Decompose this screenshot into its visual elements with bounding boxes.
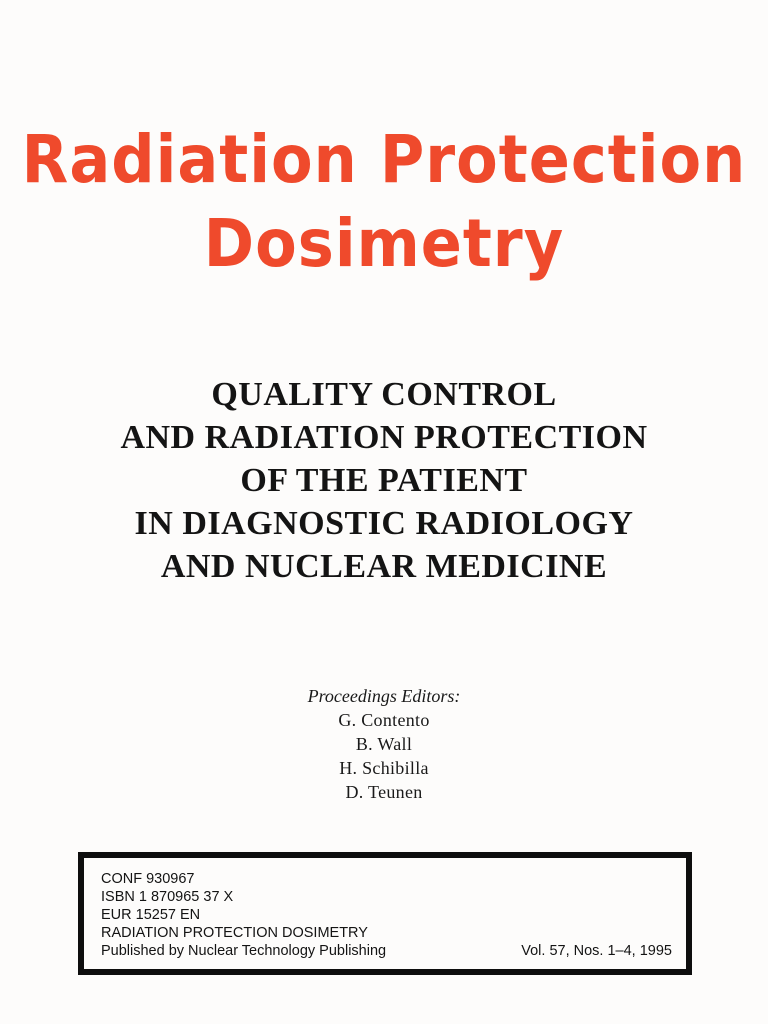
journal-name: RADIATION PROTECTION DOSIMETRY [101, 925, 368, 941]
editor-name: H. Schibilla [339, 758, 429, 778]
publisher: Published by Nuclear Technology Publishing [101, 943, 387, 959]
bibliographic-info-box [78, 852, 692, 975]
conference-title [0, 373, 768, 588]
conference-title-line-5: AND NUCLEAR MEDICINE [160, 548, 608, 585]
conference-title-line-3: OF THE PATIENT [240, 462, 528, 499]
volume-info: Vol. 57, Nos. 1–4, 1995 [521, 943, 672, 959]
journal-title-line-2: Dosimetry [203, 205, 565, 282]
eur-number: EUR 15257 EN [101, 907, 201, 923]
editors-heading: Proceedings Editors: [307, 686, 461, 706]
editors-block [0, 684, 768, 804]
conference-title-line-4: IN DIAGNOSTIC RADIOLOGY [134, 505, 634, 542]
conference-title-line-1: QUALITY CONTROL [211, 376, 557, 413]
journal-title-line-1: Radiation Protection [21, 121, 747, 198]
editor-name: G. Contento [338, 710, 430, 730]
editor-name: D. Teunen [345, 782, 423, 802]
bibliographic-lines [101, 870, 368, 942]
conf-number: CONF 930967 [101, 871, 195, 887]
conference-title-line-2: AND RADIATION PROTECTION [120, 419, 648, 456]
isbn: ISBN 1 870965 37 X [101, 889, 234, 905]
journal-masthead [0, 118, 768, 286]
editor-name: B. Wall [355, 734, 413, 754]
publisher-row [101, 942, 672, 960]
